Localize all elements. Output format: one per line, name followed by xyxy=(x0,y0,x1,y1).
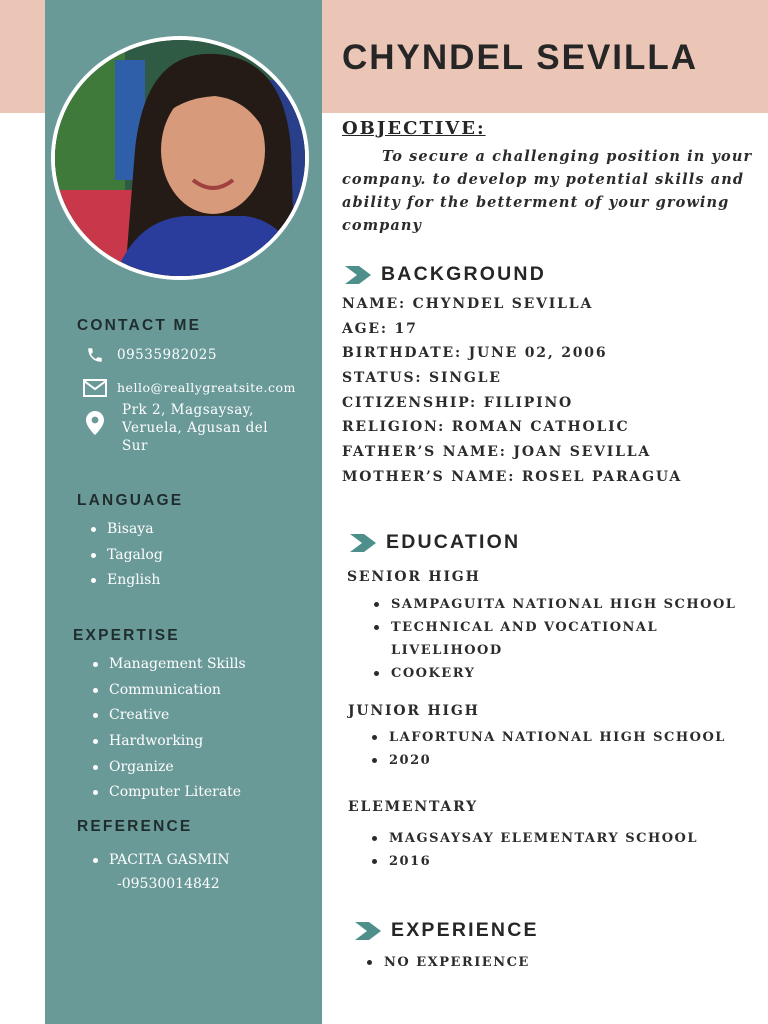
contact-heading: CONTACT ME xyxy=(77,317,202,334)
elementary-list xyxy=(371,827,698,873)
chevron-right-icon xyxy=(345,266,371,284)
contact-phone xyxy=(83,346,217,364)
reference-name: PACITA GASMIN xyxy=(93,851,230,876)
contact-email xyxy=(83,379,296,397)
elementary-title: ELEMENTARY xyxy=(348,799,478,815)
phone-number[interactable]: 09535982025 xyxy=(117,347,217,363)
education-item: LAFORTUNA NATIONAL HIGH SCHOOL xyxy=(371,726,726,749)
junior-high-list xyxy=(371,726,726,772)
reference-heading: REFERENCE xyxy=(77,818,193,835)
contact-address xyxy=(83,401,268,455)
expertise-item: Computer Literate xyxy=(93,783,246,809)
background-title xyxy=(345,263,546,286)
phone-icon xyxy=(83,346,107,364)
objective-title: OBJECTIVE: xyxy=(342,118,486,139)
language-heading: LANGUAGE xyxy=(77,492,184,509)
reference-number: -09530014842 xyxy=(117,876,220,892)
junior-high-title: JUNIOR HIGH xyxy=(348,703,480,719)
address-line: Prk 2, Magsaysay, xyxy=(122,402,254,418)
experience-title-text: EXPERIENCE xyxy=(391,919,539,941)
education-title-text: EDUCATION xyxy=(386,531,521,553)
language-item: English xyxy=(91,571,163,597)
address-line: Sur xyxy=(122,438,148,454)
expertise-item: Communication xyxy=(93,681,246,707)
reference-list xyxy=(93,851,230,876)
experience-title xyxy=(355,919,539,942)
senior-high-list xyxy=(373,593,736,685)
expertise-heading: EXPERTISE xyxy=(73,627,180,644)
envelope-icon xyxy=(83,379,107,397)
education-item: SAMPAGUITA NATIONAL HIGH SCHOOL xyxy=(373,593,736,616)
chevron-right-icon xyxy=(350,534,376,552)
chevron-right-icon xyxy=(355,922,381,940)
language-item: Bisaya xyxy=(91,520,163,546)
location-pin-icon xyxy=(83,401,107,435)
background-item: AGE: 17 xyxy=(342,320,418,337)
address-text xyxy=(122,401,268,455)
experience-list xyxy=(366,951,530,974)
expertise-item: Creative xyxy=(93,706,246,732)
profile-photo xyxy=(51,36,309,280)
background-item: STATUS: SINGLE xyxy=(342,370,502,387)
email-address[interactable]: hello@reallygreatsite.com xyxy=(117,380,296,395)
address-line: Veruela, Agusan del xyxy=(122,420,269,436)
background-item: NAME: CHYNDEL SEVILLA xyxy=(342,296,594,312)
education-item: 2016 xyxy=(371,850,698,873)
language-item: Tagalog xyxy=(91,546,163,572)
experience-item: NO EXPERIENCE xyxy=(366,951,530,974)
expertise-item: Hardworking xyxy=(93,732,246,758)
background-item: FATHER’S NAME: JOAN SEVILLA xyxy=(342,444,652,461)
person-name: CHYNDEL SEVILLA xyxy=(342,38,699,77)
education-item: MAGSAYSAY ELEMENTARY SCHOOL xyxy=(371,827,698,850)
background-item: BIRTHDATE: JUNE 02, 2006 xyxy=(342,345,608,362)
education-item: 2020 xyxy=(371,749,726,772)
background-title-text: BACKGROUND xyxy=(381,263,546,285)
education-item xyxy=(373,639,736,662)
expertise-list xyxy=(93,655,246,809)
expertise-item: Organize xyxy=(93,758,246,784)
education-title xyxy=(350,531,520,554)
background-item: RELIGION: ROMAN CATHOLIC xyxy=(342,419,630,436)
objective-text: To secure a challenging position in your company. to develop my potential skills and ability for the betterment of your growing company xyxy=(342,148,753,234)
background-item: MOTHER’S NAME: ROSEL PARAGUA xyxy=(342,468,683,485)
background-list xyxy=(342,292,682,490)
education-item: COOKERY xyxy=(373,662,736,685)
expertise-item: Management Skills xyxy=(93,655,246,681)
language-list xyxy=(91,520,163,597)
education-item-continued: LIVELIHOOD xyxy=(391,643,503,658)
background-item: CITIZENSHIP: FILIPINO xyxy=(342,394,574,411)
education-item: TECHNICAL AND VOCATIONAL xyxy=(373,616,736,639)
senior-high-title: SENIOR HIGH xyxy=(347,569,481,585)
